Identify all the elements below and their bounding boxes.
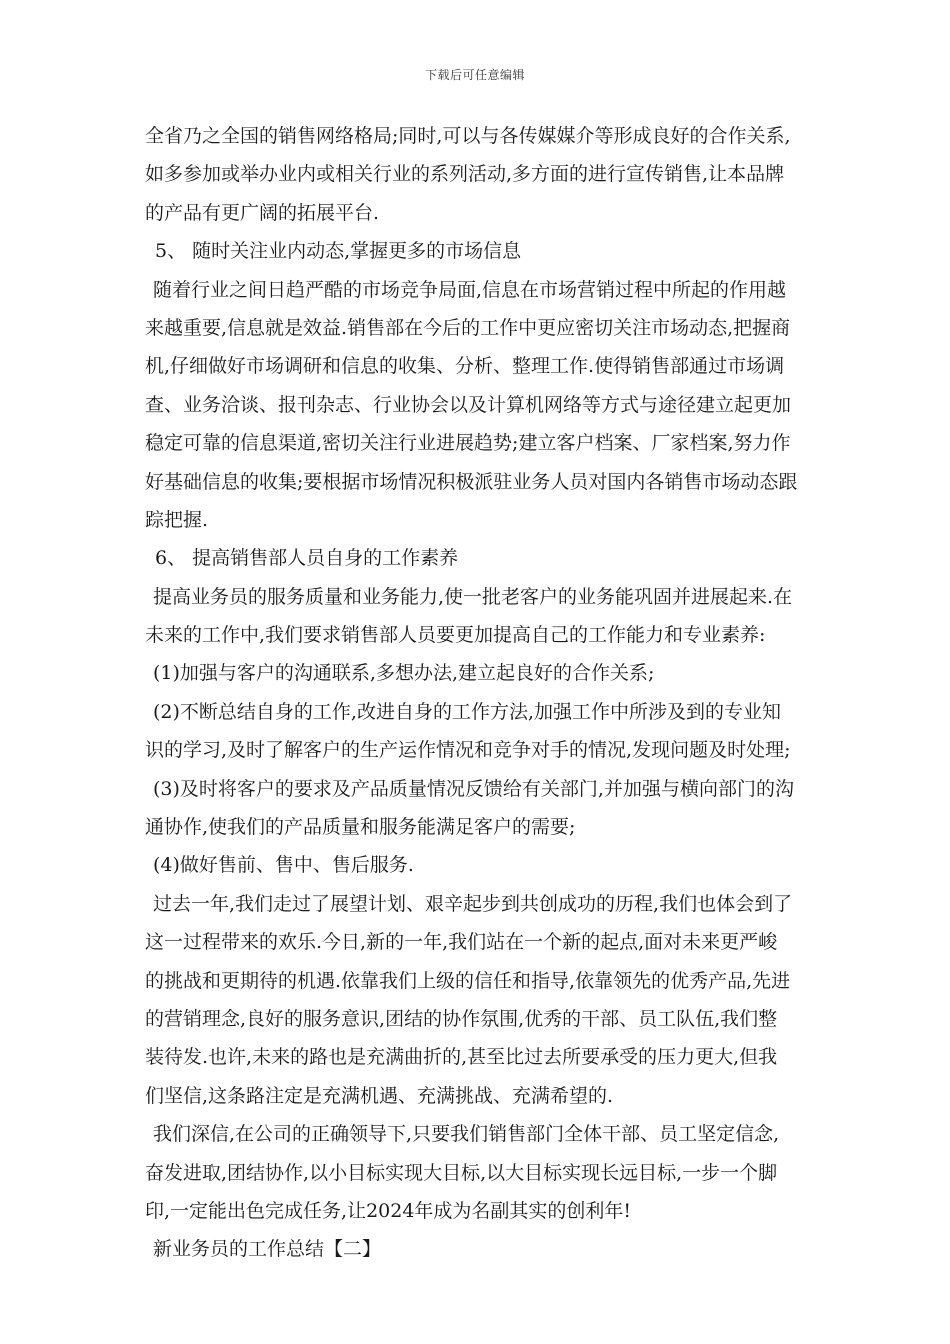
- text-line: 装待发.也许,未来的路也是充满曲折的,甚至比过去所要承受的压力更大,但我: [145, 1046, 778, 1069]
- list-item: (1)加强与客户的沟通联系,多想办法,建立起良好的合作关系;: [153, 662, 655, 685]
- text-line: 的挑战和更期待的机遇.依靠我们上级的信任和指导,依靠领先的优秀产品,先进: [145, 969, 791, 992]
- text-line: 识的学习,及时了解客户的生产运作情况和竞争对手的情况,发现问题及时处理;: [145, 739, 791, 762]
- text-line: 通协作,使我们的产品质量和服务能满足客户的需要;: [145, 816, 576, 839]
- text-line: 印,一定能出色完成任务,让2024年成为名副其实的创利年!: [145, 1199, 632, 1222]
- text-line: 未来的工作中,我们要求销售部人员要更加提高自己的工作能力和专业素养:: [145, 624, 766, 647]
- text-line: 机,仔细做好市场调研和信息的收集、分析、整理工作.使得销售部通过市场调: [145, 355, 785, 378]
- text-line: 全省乃之全国的销售网络格局;同时,可以与各传媒媒介等形成良好的合作关系,: [145, 125, 791, 147]
- text-line: 查、业务洽谈、报刊杂志、行业协会以及计算机网络等方式与途径建立起更加: [145, 393, 792, 416]
- text-line: 随着行业之间日趋严酷的市场竞争局面,信息在市场营销过程中所起的作用越: [153, 278, 787, 301]
- list-item: (4)做好售前、售中、售后服务.: [153, 854, 414, 877]
- text-line: 的产品有更广阔的拓展平台.: [145, 201, 380, 224]
- text-line: 如多参加或举办业内或相关行业的系列活动,多方面的进行宣传销售,让本品牌: [145, 163, 785, 186]
- text-line: 踪把握.: [145, 508, 209, 531]
- text-line: 提高业务员的服务质量和业务能力,使一批老客户的业务能巩固并进展起来.在: [153, 585, 793, 608]
- list-item: (3)及时将客户的要求及产品质量情况反馈给有关部门,并加强与横向部门的沟: [153, 777, 794, 800]
- download-note: 下载后可任意编辑: [424, 68, 525, 82]
- text-line: 来越重要,信息就是效益.销售部在今后的工作中更应密切关注市场动态,把握商: [145, 316, 791, 339]
- section-title: 新业务员的工作总结【二】: [153, 1238, 382, 1261]
- text-line: 的营销理念,良好的服务意识,团结的协作氛围,优秀的干部、员工队伍,我们整: [145, 1007, 778, 1030]
- section-heading: 5、 随时关注业内动态,掌握更多的市场信息: [155, 240, 522, 263]
- text-line: 们坚信,这条路注定是充满机遇、充满挑战、充满希望的.: [145, 1084, 614, 1107]
- text-line: 我们深信,在公司的正确领导下,只要我们销售部门全体干部、员工坚定信念,: [153, 1123, 780, 1146]
- document-body: [145, 117, 813, 1269]
- text-line: 这一过程带来的欢乐.今日,新的一年,我们站在一个新的起点,面对未来更严峻: [145, 931, 778, 954]
- text-line: 奋发进取,团结协作,以小目标实现大目标,以大目标实现长远目标,一步一个脚: [145, 1161, 778, 1184]
- text-line: 过去一年,我们走过了展望计划、艰辛起步到共创成功的历程,我们也体会到了: [153, 892, 793, 915]
- text-line: 稳定可靠的信息渠道,密切关注行业进展趋势;建立客户档案、厂家档案,努力作: [145, 432, 791, 455]
- list-item: (2)不断总结自身的工作,改进自身的工作方法,加强工作中所涉及到的专业知: [153, 700, 781, 723]
- section-heading: 6、 提高销售部人员自身的工作素养: [155, 547, 459, 570]
- text-line: 好基础信息的收集;要根据市场情况积极派驻业务人员对国内各销售市场动态跟: [145, 470, 798, 493]
